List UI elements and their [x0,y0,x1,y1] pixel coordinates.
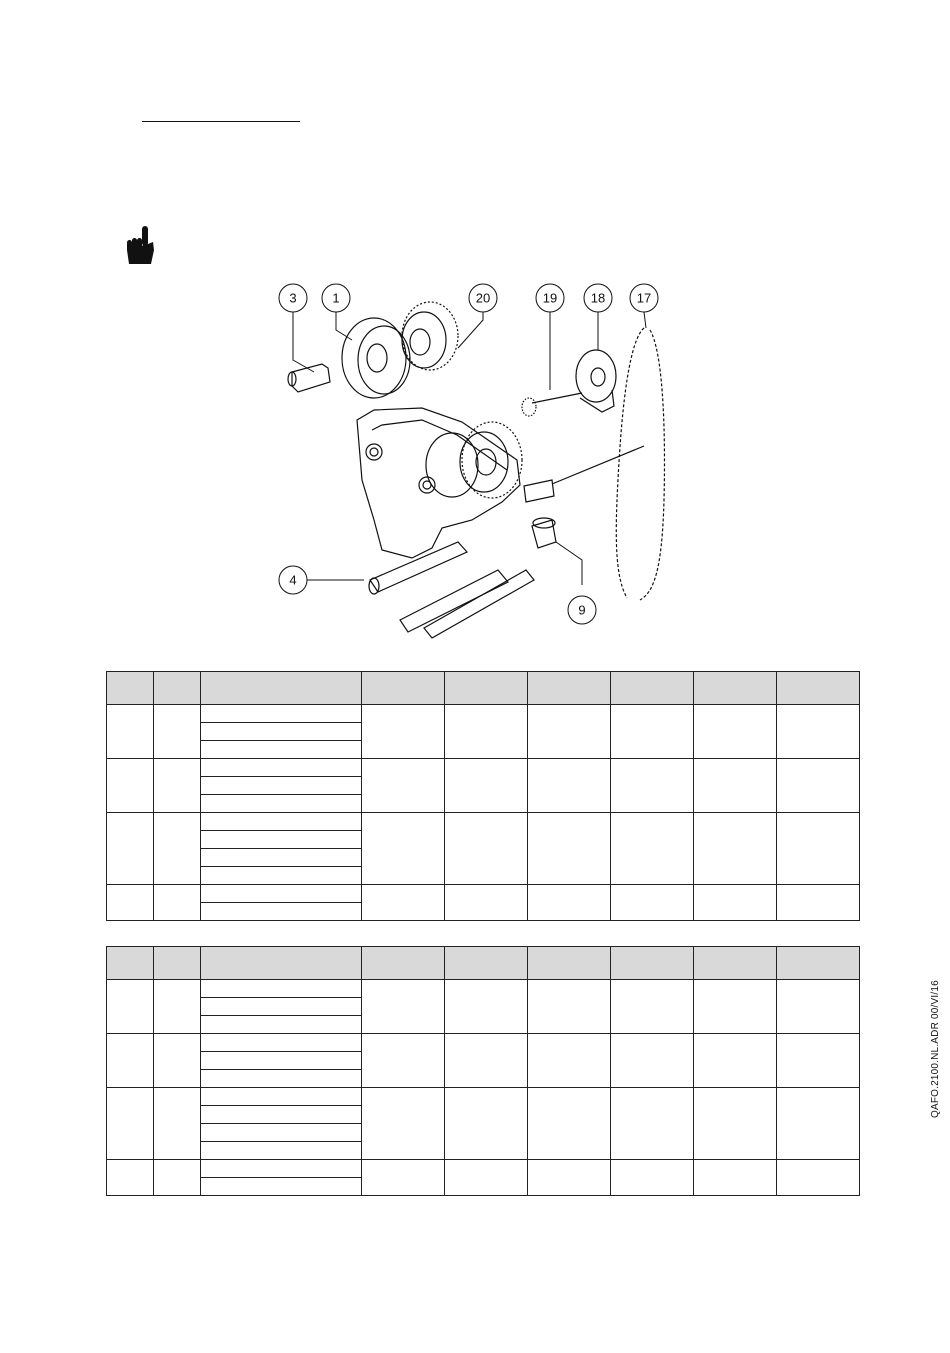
header-cell [528,947,611,980]
table-cell [445,1088,528,1160]
table-cell [201,998,362,1016]
table-row [107,1088,860,1106]
table-row [107,1160,860,1178]
exploded-parts-diagram [262,280,682,640]
header-cell [154,947,201,980]
table-row [107,759,860,777]
table-cell [201,867,362,885]
hand-chain-17-left [616,328,644,598]
header-cell [777,672,860,705]
table-cell [694,813,777,885]
table-cell [107,1088,154,1160]
table-cell [107,885,154,921]
table-cell [362,813,445,885]
table-cell [694,980,777,1034]
header-cell [445,947,528,980]
table-cell [201,1088,362,1106]
table-cell [201,759,362,777]
table-cell [201,777,362,795]
side-plate [357,408,520,558]
table-cell [611,885,694,921]
table-cell [362,1088,445,1160]
header-cell [694,672,777,705]
chain-wheel-18 [576,350,616,402]
table-cell [154,705,201,759]
table-header-row [107,672,860,705]
table-cell [445,705,528,759]
header-cell [445,672,528,705]
table-row [107,980,860,998]
table-cell [777,1160,860,1196]
table-cell [694,1088,777,1160]
table-cell [201,1142,362,1160]
table-cell [154,759,201,813]
header-cell [201,947,362,980]
header-cell [107,947,154,980]
table-cell [201,1016,362,1034]
wheel-1-bore [367,344,387,372]
table-cell [694,1034,777,1088]
table-cell [777,885,860,921]
bolt-head [419,477,435,493]
callout-18 [584,284,612,312]
parts-table-2 [106,946,860,1196]
table-cell [528,1088,611,1160]
table-cell [362,705,445,759]
chain-wheel-hub [591,368,605,386]
svg-text:20: 20 [475,290,491,306]
table-cell [154,1160,201,1196]
callout-markers [279,284,658,624]
callout-17 [630,284,658,312]
callout-1 [322,284,350,312]
table-cell [201,1052,362,1070]
table-cell [201,849,362,867]
table-cell [154,980,201,1034]
table-cell [107,705,154,759]
bolt-head [366,444,382,460]
table-cell [777,1088,860,1160]
table-cell [107,980,154,1034]
callout-leaders [293,312,646,585]
trolley-assembly-drawing [288,302,664,638]
pinion-shaft [532,393,582,403]
table-cell [611,759,694,813]
table-cell [201,1160,362,1178]
table-cell [201,705,362,723]
spindle-lower-1 [400,570,508,632]
table-row [107,705,860,723]
table-cell [528,1034,611,1088]
header-cell [107,672,154,705]
table-row [107,813,860,831]
axle-stub [524,480,554,502]
table-cell [201,903,362,921]
table-cell [362,980,445,1034]
table-cell [362,1160,445,1196]
table-cell [528,705,611,759]
svg-text:9: 9 [578,602,586,618]
table-cell [694,885,777,921]
table-cell [611,1088,694,1160]
header-cell [201,672,362,705]
table-row [107,885,860,903]
callout-20 [469,284,497,312]
hand-chain-17-right [640,330,664,600]
table-cell [362,885,445,921]
table-cell [107,1160,154,1196]
table-cell [528,813,611,885]
table-header-row [107,947,860,980]
table-cell [201,813,362,831]
header-cell [528,672,611,705]
axle-3 [292,364,330,392]
bolt-head-inner [370,448,378,456]
pinion-19 [522,398,536,416]
svg-text:17: 17 [636,290,652,306]
table-cell [201,1106,362,1124]
table-cell [107,1034,154,1088]
callout-4 [279,566,307,594]
chain-wheel-bracket [580,390,614,412]
header-cell [777,947,860,980]
plate-edge [372,420,507,470]
callout-9 [568,596,596,624]
table-cell [201,885,362,903]
table-cell [154,885,201,921]
svg-text:19: 19 [542,290,558,306]
table-cell [777,980,860,1034]
table-cell [201,1124,362,1142]
table-cell [611,980,694,1034]
spindle-4 [370,542,467,592]
table-cell [445,759,528,813]
table-cell [201,831,362,849]
table-cell [201,980,362,998]
gear-20-body [402,312,446,368]
header-cell [611,947,694,980]
pointing-hand-icon [124,224,158,268]
table-cell [445,1160,528,1196]
table-cell [777,759,860,813]
svg-text:1: 1 [332,290,340,306]
table-cell [528,1160,611,1196]
header-cell [611,672,694,705]
callout-3 [279,284,307,312]
table-cell [528,980,611,1034]
table-cell [528,885,611,921]
table-cell [107,813,154,885]
table-cell [777,1034,860,1088]
header-cell [362,947,445,980]
table-cell [362,759,445,813]
callout-19 [536,284,564,312]
table-cell [445,885,528,921]
table-cell [445,1034,528,1088]
table-cell [201,723,362,741]
table-cell [445,813,528,885]
cap-9 [532,520,556,548]
table-cell [154,1034,201,1088]
table-cell [154,813,201,885]
table-cell [611,813,694,885]
gear-20-bearing [410,329,430,355]
svg-text:3: 3 [289,290,297,306]
table-cell [611,1160,694,1196]
svg-text:4: 4 [289,572,297,588]
table-cell [611,1034,694,1088]
table-cell [201,1070,362,1088]
axle-guide-line [552,446,644,484]
table-cell [201,741,362,759]
table-cell [154,1088,201,1160]
table-cell [445,980,528,1034]
table-cell [107,759,154,813]
header-cell [362,672,445,705]
lower-gear-body [460,432,508,492]
lower-gear-bearing [476,449,496,475]
section-heading-underline [142,121,300,122]
table-cell [528,759,611,813]
table-cell [201,1034,362,1052]
table-cell [694,759,777,813]
table-cell [777,705,860,759]
table-cell [694,705,777,759]
table-cell [362,1034,445,1088]
svg-text:18: 18 [590,290,606,306]
table-cell [201,795,362,813]
document-code: QAFO.2100.NL.ADR 00/VI/16 [930,980,941,1118]
lower-wheel [426,433,478,497]
header-cell [694,947,777,980]
table-row [107,1034,860,1052]
table-cell [201,1178,362,1196]
header-cell [154,672,201,705]
parts-table-1 [106,671,860,921]
table-cell [611,705,694,759]
table-cell [777,813,860,885]
table-cell [694,1160,777,1196]
